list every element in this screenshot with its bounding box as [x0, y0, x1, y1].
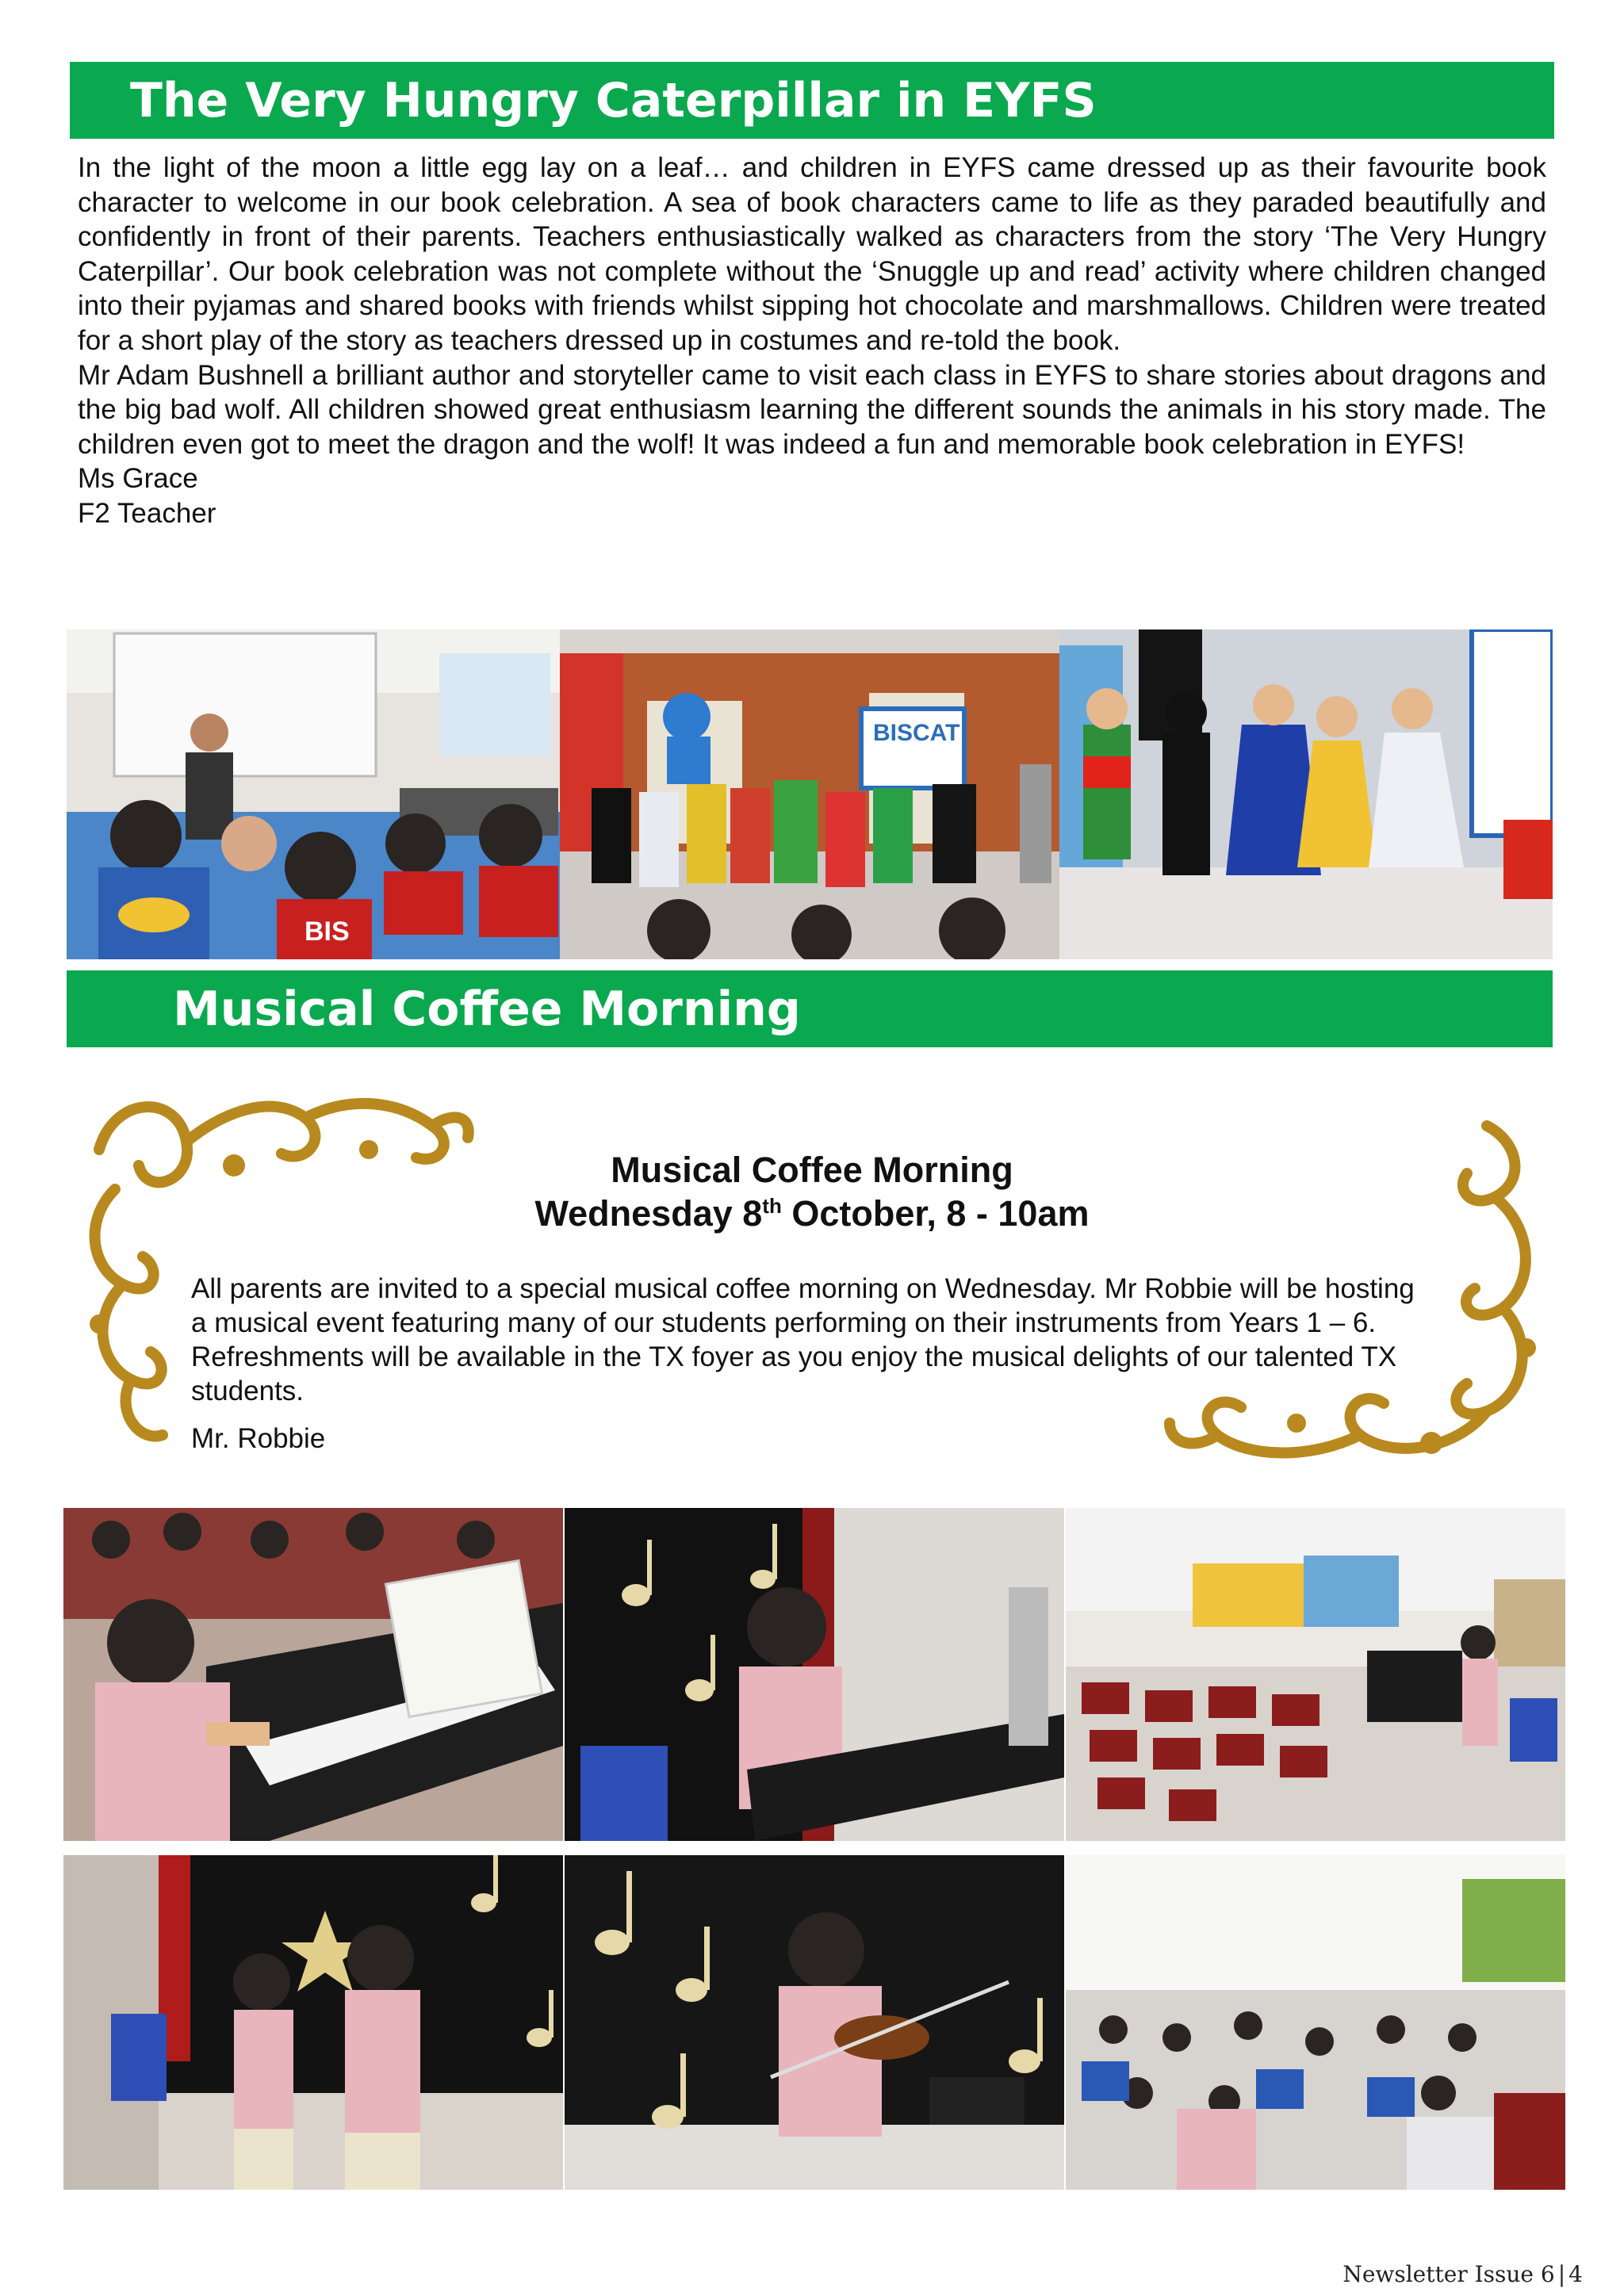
signature-role: F2 Teacher [78, 497, 216, 529]
page-footer [1342, 2261, 1583, 2287]
photo-parents-refreshments [1066, 1855, 1565, 2190]
page-number: 4 [1568, 2261, 1583, 2287]
section-title: Musical Coffee Morning [173, 981, 801, 1037]
invite-date-suffix: October, 8 - 10am [781, 1193, 1090, 1234]
invite-date [0, 1193, 1624, 1234]
article-paragraph: In the light of the moon a little egg lay on a leaf… and children in EYFS came dressed up as their favourite book character to welcome in our book celebration. A sea of book characters came to life as they paraded beautifully and confidently in front of their parents. Teachers enthusiastically walked as characters from the story ‘The Very Hungry Caterpillar’. Our book celebration was not complete without the ‘Snuggle up and read’ activity where children changed into their pyjamas and shared books with friends whilst sipping hot chocolate and marshmallows. Children were treated for a short play of the story as teachers dressed up in costumes and re-told the book. [78, 152, 1546, 356]
article-caterpillar [78, 151, 1546, 531]
shirt-label: BIS [304, 916, 350, 947]
photo-girl-piano [63, 1508, 563, 1841]
photo-superhero-costumes [1059, 629, 1553, 959]
photo-girl-violin [565, 1855, 1064, 2190]
section-banner-caterpillar [70, 62, 1554, 139]
signature-name: Ms Grace [78, 463, 198, 495]
photo-girls-duet [63, 1855, 563, 2190]
footer-label: Newsletter Issue 6 [1342, 2261, 1555, 2287]
photo-costume-parade [560, 629, 1059, 959]
invite-title: Musical Coffee Morning [611, 1150, 1013, 1190]
footer-separator: | [1557, 2261, 1566, 2287]
board-label: BISCAT [873, 720, 960, 746]
section-title: The Very Hungry Caterpillar in EYFS [130, 72, 1097, 128]
invite-date-prefix: Wednesday 8 [534, 1193, 763, 1234]
photo-girl-singing-hall [1066, 1508, 1565, 1841]
photo-storyteller-class [67, 629, 560, 959]
invite-date-ordinal: th [762, 1194, 782, 1218]
section-banner-musical [67, 970, 1553, 1047]
invite-body: All parents are invited to a special musical coffee morning on Wednesday. Mr Robbie will be hosting a musical event featuring many of our students performing on their instruments from Years 1 – 6. Refreshments will be available in the TX foyer as you enjoy the musical delights of our talented TX students. [191, 1273, 1415, 1406]
photo-girl-keyboard [565, 1508, 1064, 1841]
article-paragraph: Mr Adam Bushnell a brilliant author and storyteller came to visit each class in EYFS to share stories about dragons and the big bad wolf. All children showed great enthusiasm learning the different sounds the animals in his story made. The children even got to meet the dragon and the wolf! It was indeed a fun and memorable book celebration in EYFS! [78, 359, 1546, 460]
invite-signature: Mr. Robbie [191, 1423, 326, 1454]
